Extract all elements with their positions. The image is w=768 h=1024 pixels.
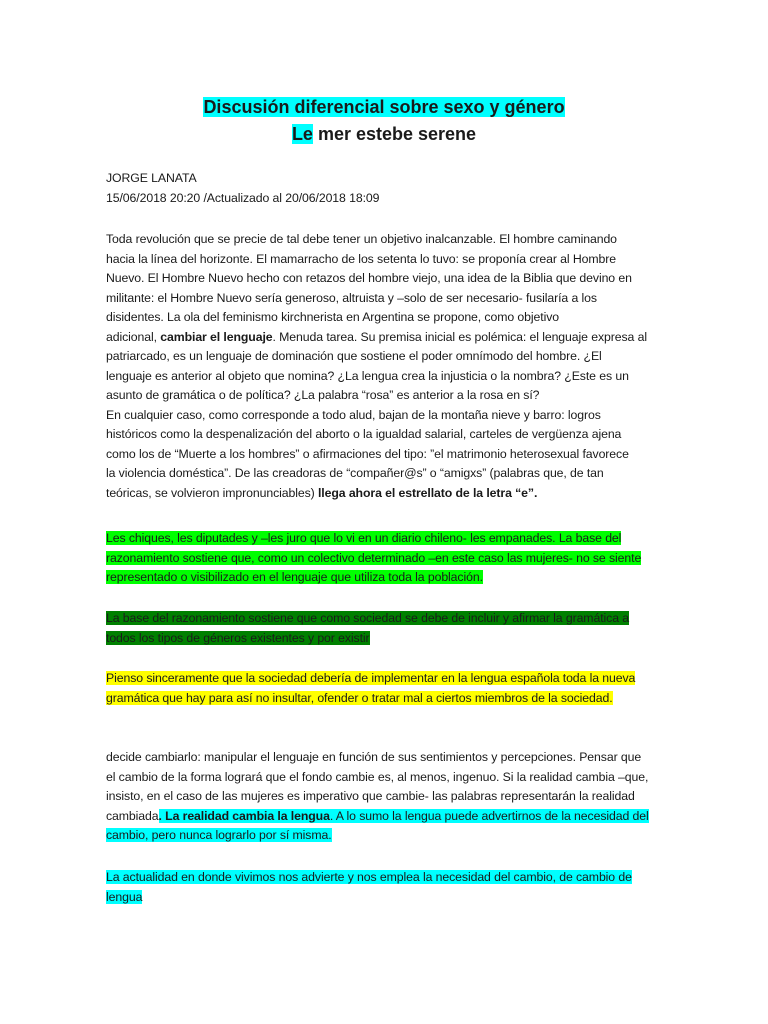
subtitle-highlight: Le: [291, 124, 313, 144]
text-line: la violencia doméstica”. De las creadoras de “compañer@s” o “amigxs” (palabras que, de tan: [106, 466, 604, 480]
document-title: [0, 94, 768, 148]
text-line: históricos como la despenalización del aborto o la igualdad salarial, carteles de vergüenza ajena: [106, 427, 622, 441]
text-line: asunto de gramática o de política? ¿La palabra “rosa” es anterior a la rosa en sí?: [106, 388, 540, 402]
highlighted-text: razonamiento sostiene que, como un colectivo determinado –en este caso las mujeres- no se siente: [106, 550, 642, 565]
highlighted-text: gramática que hay para así no insultar, ofender o tratar mal a ciertos miembros de la sociedad.: [106, 690, 613, 705]
highlighted-text: La base del razonamiento sostiene que como sociedad se debe de incluir y afirmar la gramática a: [106, 611, 629, 625]
text-line: disidentes. La ola del feminismo kirchnerista en Argentina se propone, como objetivo: [106, 310, 559, 324]
text-line: lenguaje es anterior al objeto que nomina? ¿La lengua crea la injusticia o la nombra? ¿Este es un: [106, 368, 629, 383]
bold-phrase: llega ahora el estrellato de la letra “e”.: [317, 485, 538, 500]
highlighted-text: Les chiques, les diputades y –les juro que lo vi en un diario chileno- les empanades. La base del: [106, 531, 622, 545]
highlighted-text: representado o visibilizado en el lenguaje que utiliza toda la población.: [106, 570, 483, 584]
text-segment: . Menuda tarea. Su premisa inicial es polémica: el lenguaje expresa al: [272, 329, 647, 344]
paragraph-5: [106, 748, 666, 846]
bold-phrase: cambiar el lenguaje: [160, 329, 273, 344]
text-line: En cualquier caso, como corresponde a todo alud, bajan de la montaña nieve y barro: logros: [106, 407, 601, 422]
highlighted-text: . A lo sumo la lengua puede advertirnos de la necesidad del: [329, 808, 649, 823]
text-line: Toda revolución que se precie de tal debe tener un objetivo inalcanzable. El hombre caminando: [106, 232, 617, 246]
highlighted-text: La actualidad en donde vivimos nos advierte y nos emplea la necesidad del cambio, de cambio de: [106, 870, 632, 884]
highlighted-text: lengua: [106, 889, 143, 904]
paragraph-3-dark-green-highlight: [106, 609, 666, 648]
text-line: [106, 328, 666, 348]
bold-highlighted-phrase: . La realidad cambia la lengua: [158, 808, 330, 823]
text-line: militante: el Hombre Nuevo sería generoso, altruista y –solo de ser necesario- fusilaría a los: [106, 290, 597, 305]
subtitle-rest: mer estebe serene: [312, 124, 477, 144]
text-segment: adicional,: [106, 329, 161, 344]
text-line: decide cambiarlo: manipular el lenguaje en función de sus sentimientos y percepciones. Pensar que: [106, 750, 642, 764]
date-line: 15/06/2018 20:20 /Actualizado al 20/06/2018 18:09: [106, 190, 380, 205]
text-segment: cambiada: [106, 808, 159, 823]
text-line: como los de “Muerte a los hombres” o afirmaciones del tipo: ”el matrimonio heterosexual favorece: [106, 446, 629, 461]
highlighted-text: cambio, pero nunca lograrlo por sí misma.: [106, 828, 332, 842]
paragraph-6-cyan-highlight: [106, 868, 666, 907]
highlighted-text: Pienso sinceramente que la sociedad debería de implementar en la lengua española toda la nueva: [106, 671, 636, 685]
text-line: [106, 484, 666, 504]
text-line: insisto, en el caso de las mujeres es imperativo que cambie- las palabras representarán la realidad: [106, 789, 635, 803]
paragraph-1: [106, 230, 666, 503]
paragraph-4-yellow-highlight: [106, 669, 666, 708]
text-line: hacia la línea del horizonte. El mamarracho de los setenta lo tuvo: se proponía crear al Hombre: [106, 251, 616, 266]
article-meta: [106, 169, 666, 208]
title-line-1: Discusión diferencial sobre sexo y género: [203, 97, 565, 117]
author: JORGE LANATA: [106, 171, 197, 185]
text-segment: teóricas, se volvieron impronunciables): [106, 485, 318, 500]
text-line: Nuevo. El Hombre Nuevo hecho con retazos del hombre viejo, una idea de la Biblia que devino en: [106, 271, 632, 285]
highlighted-text: todos los tipos de géneros existentes y por existir: [106, 630, 370, 645]
paragraph-2-green-highlight: [106, 529, 666, 588]
text-line: patriarcado, es un lenguaje de dominación que sostiene el poder omnímodo del hombre. ¿El: [106, 349, 602, 363]
text-line: [106, 807, 666, 827]
text-line: el cambio de la forma logrará que el fondo cambie es, al menos, ingenuo. Si la realidad cambia –que,: [106, 769, 649, 784]
